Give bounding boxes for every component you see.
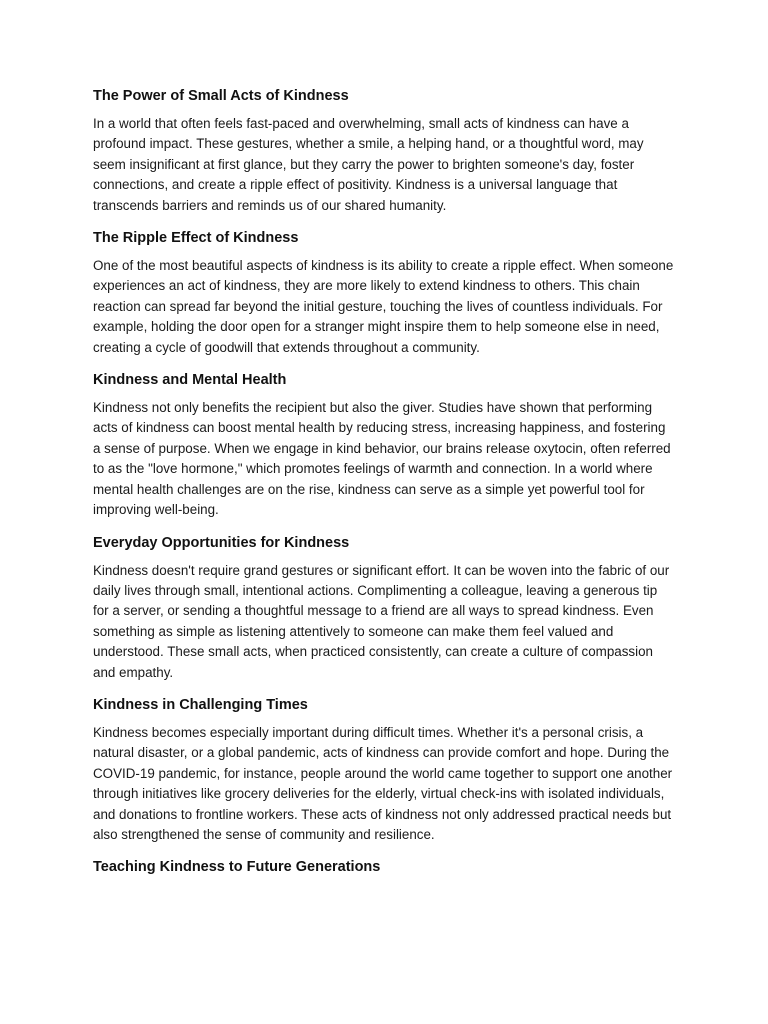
section-paragraph: One of the most beautiful aspects of kindness is its ability to create a ripple effect. When someone experiences an act of kindness, they are more likely to extend kindness to others. This chain reaction can spread far beyond the initial gesture, touching the lives of countless individuals. For example, holding the door open for a stranger might inspire them to help someone else in need, creating a cycle of goodwill that extends throughout a community. — [93, 258, 674, 355]
section-paragraph: Kindness not only benefits the recipient but also the giver. Studies have shown that performing acts of kindness can boost mental health by reducing stress, increasing happiness, and fostering a sense of purpose. When we engage in kind behavior, our brains release oxytocin, often referred to as the "love hormone," which promotes feelings of warmth and connection. In a world where mental health challenges are on the rise, kindness can serve as a simple yet powerful tool for improving well-being. — [93, 400, 671, 518]
section-heading: Everyday Opportunities for Kindness — [93, 534, 350, 551]
section-future-generations — [93, 855, 675, 879]
section-ripple-effect — [93, 226, 675, 358]
section-heading: Teaching Kindness to Future Generations — [93, 859, 381, 876]
section-heading: Kindness in Challenging Times — [93, 696, 308, 713]
section-mental-health — [93, 368, 675, 520]
section-challenging-times — [93, 693, 675, 845]
section-paragraph: In a world that often feels fast-paced and overwhelming, small acts of kindness can have a profound impact. These gestures, whether a smile, a helping hand, or a thoughtful word, may seem insignificant at first glance, but they carry the power to brighten someone's day, foster connections, and create a ripple effect of positivity. Kindness is a universal language that transcends barriers and reminds us of our shared humanity. — [93, 116, 644, 213]
section-everyday-opportunities — [93, 531, 675, 683]
section-power-of-kindness — [93, 84, 675, 216]
section-heading: The Power of Small Acts of Kindness — [93, 88, 349, 104]
section-heading: Kindness and Mental Health — [93, 372, 287, 389]
section-heading: The Ripple Effect of Kindness — [93, 230, 299, 247]
document-page — [93, 84, 675, 879]
section-paragraph: Kindness becomes especially important during difficult times. Whether it's a personal crisis, a natural disaster, or a global pandemic, acts of kindness can provide comfort and hope. During the COVID-19 pandemic, for instance, people around the world came together to support one another through initiatives like grocery deliveries for the elderly, virtual check-ins with isolated individuals, and donations to frontline workers. These acts of kindness not only addressed practical needs but also strengthened the sense of community and resilience. — [93, 724, 673, 842]
section-paragraph: Kindness doesn't require grand gestures or significant effort. It can be woven into the fabric of our daily lives through small, intentional actions. Complimenting a colleague, leaving a generous tip for a server, or sending a thoughtful message to a friend are all ways to spread kindness. Even something as simple as listening attentively to someone can make them feel valued and understood. These small acts, when practiced consistently, can create a culture of compassion and empathy. — [93, 562, 670, 680]
